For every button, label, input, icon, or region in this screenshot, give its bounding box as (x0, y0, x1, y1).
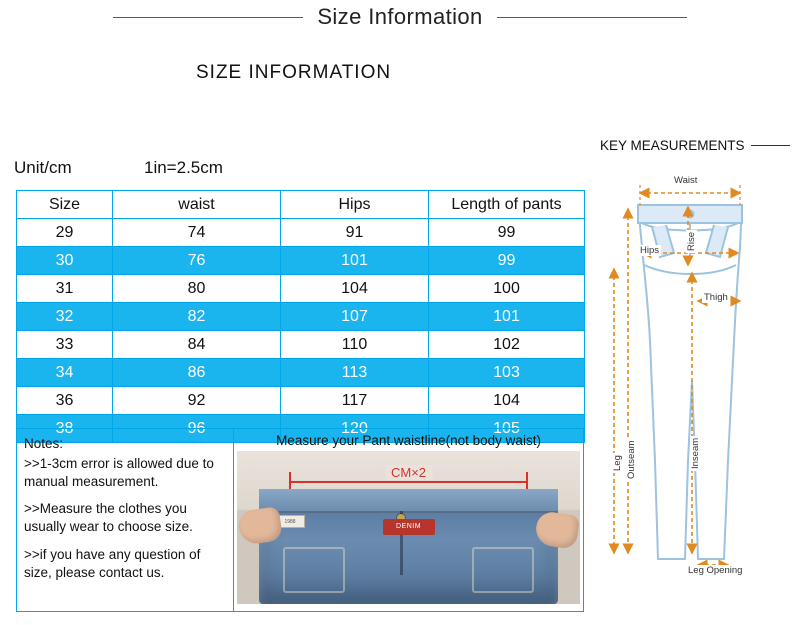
column-header: Size (17, 191, 113, 219)
table-cell: 101 (429, 303, 585, 331)
key-measurements-panel (600, 138, 790, 576)
measure-line (289, 481, 528, 483)
section-label: SIZE INFORMATION (196, 62, 392, 83)
size-table (16, 190, 585, 443)
table-row (17, 303, 585, 331)
cm-measure-overlay (289, 465, 528, 487)
jeans-diagram (600, 161, 790, 579)
notes-title: Notes: (24, 436, 64, 451)
table-cell: 80 (113, 275, 281, 303)
table-cell: 31 (17, 275, 113, 303)
table-cell: 36 (17, 387, 113, 415)
column-header: Hips (281, 191, 429, 219)
table-cell: 38 (17, 415, 113, 443)
label-hips: Hips (640, 245, 660, 256)
table-cell: 74 (113, 219, 281, 247)
label-inseam: Inseam (690, 437, 701, 469)
unit-text: Unit/cm (14, 158, 72, 177)
table-row (17, 275, 585, 303)
table-header-row (17, 191, 585, 219)
table-cell: 30 (17, 247, 113, 275)
table-cell: 113 (281, 359, 429, 387)
table-cell: 117 (281, 387, 429, 415)
table-row (17, 219, 585, 247)
note-item: >>Measure the clothes you usually wear to choose size. (24, 501, 193, 535)
table-cell: 32 (17, 303, 113, 331)
table-cell: 102 (429, 331, 585, 359)
table-cell: 92 (113, 387, 281, 415)
table-cell: 96 (113, 415, 281, 443)
table-cell: 105 (429, 415, 585, 443)
table-cell: 100 (429, 275, 585, 303)
jeans-brand-tag: 1988 (275, 515, 305, 528)
table-cell: 103 (429, 359, 585, 387)
key-measurements-heading: KEY MEASUREMENTS (600, 138, 745, 153)
unit-conversion: 1in=2.5cm (144, 158, 223, 177)
page-title: Size Information (317, 4, 483, 29)
table-cell: 76 (113, 247, 281, 275)
table-cell: 34 (17, 359, 113, 387)
label-rise: Rise (686, 231, 697, 251)
table-cell: 84 (113, 331, 281, 359)
photo-caption: Measure your Pant waistline(not body waist) (276, 433, 541, 448)
header-rule-left (113, 17, 303, 18)
table-cell: 120 (281, 415, 429, 443)
jeans-illustration (259, 489, 558, 604)
label-leg-length: Leg (612, 455, 623, 471)
table-row (17, 247, 585, 275)
table-cell: 86 (113, 359, 281, 387)
table-cell: 91 (281, 219, 429, 247)
unit-row (14, 158, 584, 178)
label-leg-opening: Leg Opening (688, 565, 743, 576)
page-header (0, 4, 800, 30)
jeans-red-label: DENIM (383, 519, 435, 535)
note-item: >>1-3cm error is allowed due to manual measurement. (24, 455, 214, 489)
table-cell: 99 (429, 219, 585, 247)
jeans-pocket-left (283, 547, 345, 593)
pant-waistline-photo (237, 451, 580, 604)
column-header: waist (113, 191, 281, 219)
table-cell: 107 (281, 303, 429, 331)
photo-panel (234, 428, 584, 612)
table-cell: 33 (17, 331, 113, 359)
table-row (17, 331, 585, 359)
table-cell: 110 (281, 331, 429, 359)
label-waist: Waist (674, 175, 698, 186)
header-rule-right (497, 17, 687, 18)
column-header: Length of pants (429, 191, 585, 219)
jeans-pocket-right (472, 547, 534, 593)
table-cell: 99 (429, 247, 585, 275)
notes-box (16, 428, 234, 612)
measure-label: CM×2 (385, 465, 432, 480)
table-cell: 101 (281, 247, 429, 275)
key-measurements-heading-row (600, 138, 790, 153)
note-item: >>if you have any question of size, please contact us. (24, 547, 201, 580)
table-cell: 104 (281, 275, 429, 303)
table-row (17, 387, 585, 415)
jeans-diagram-svg (600, 161, 790, 579)
label-thigh: Thigh (704, 292, 728, 303)
table-cell: 104 (429, 387, 585, 415)
table-row (17, 359, 585, 387)
table-cell: 82 (113, 303, 281, 331)
label-outseam: Outseam (626, 440, 637, 479)
key-heading-rule (751, 145, 790, 146)
table-cell: 29 (17, 219, 113, 247)
